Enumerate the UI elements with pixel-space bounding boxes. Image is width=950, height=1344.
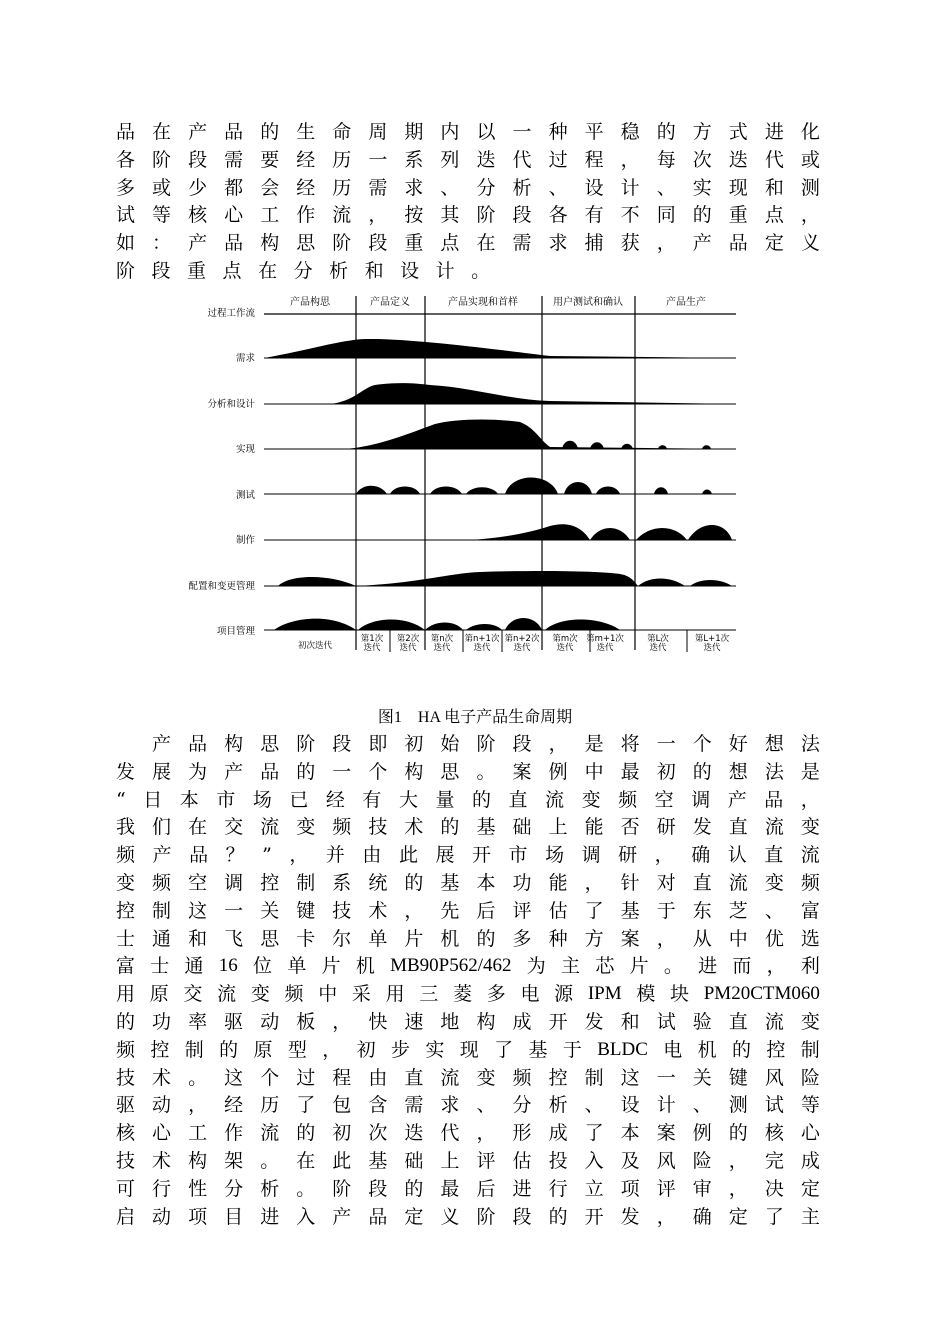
text-line: 变 频 空 调 控 制 系 统 的 基 本 功 能 ， 针 对 直 流 变 频 [116, 872, 820, 894]
text-line: 频 控 制 的 原 型 ， 初 步 实 现 了 基 于 BLDC 电 机 的 控 制 [116, 1038, 820, 1061]
hump-test-5 [505, 478, 558, 495]
text-line: 可 行 性 分 析 。 阶 段 的 最 后 进 行 立 项 评 审 ， 决 定 [116, 1177, 820, 1200]
hump-pm-5 [505, 618, 542, 630]
hump-pm-2 [358, 619, 425, 630]
text-line: 核 心 工 作 流 的 初 次 迭 代 ， 形 成 了 本 案 例 的 核 心 [116, 1122, 820, 1145]
workflow-label: 过程工作流 [207, 308, 255, 319]
workflow-label: 项目管理 [216, 626, 255, 637]
text-line: 多 或 少 都 会 经 历 需 求 、 分 析 、 设 计 、 实 现 和 测 [116, 176, 820, 199]
phase-label: 产品定义 [370, 297, 410, 308]
iteration-label: 初次迭代 [297, 641, 333, 651]
hump-implementation-5 [658, 445, 667, 449]
text-line: 产 品 构 思 阶 段 即 初 始 阶 段 ， 是 将 一 个 好 想 法 [152, 733, 820, 755]
text-line: “ 日 本 市 场 已 经 有 大 量 的 直 流 变 频 空 调 产 品 ， [116, 788, 820, 811]
iteration-label: 迭代 [596, 643, 614, 653]
hump-analysis-design [330, 383, 736, 404]
text-line: 发 展 为 产 品 的 一 个 构 思 。 案 例 中 最 初 的 想 法 是 [116, 760, 820, 783]
workflow-label: 制作 [235, 535, 255, 546]
text-line: 驱 动 ， 经 历 了 包 含 需 求 、 分 析 、 设 计 、 测 试 等 [116, 1094, 820, 1117]
phase-label: 产品构思 [290, 297, 330, 308]
text-line: 用 原 交 流 变 频 中 采 用 三 菱 多 电 源 IPM 模 块 PM20CTM060 [116, 983, 820, 1006]
hump-requirements [264, 339, 736, 358]
hump-pm-6 [545, 620, 620, 631]
iteration-label: 第n+2次 [504, 634, 540, 644]
workflow-label: 配置和变更管理 [188, 581, 255, 592]
lifecycle-figure [180, 288, 780, 658]
hump-pm-3 [425, 623, 463, 631]
hump-config-2 [356, 571, 638, 586]
iteration-label: 第L次 [647, 634, 669, 644]
workflow-label: 需求 [235, 353, 255, 364]
iteration-label: 第2次 [396, 634, 420, 644]
workflow-label: 测试 [235, 490, 255, 501]
hump-pm-1 [274, 619, 356, 630]
hump-config-3 [638, 579, 685, 587]
hump-test-9 [702, 490, 712, 495]
hump-config-1 [278, 577, 356, 586]
iteration-label: 迭代 [703, 643, 721, 653]
iteration-label: 第n次 [430, 634, 454, 644]
workflow-label: 分析和设计 [207, 399, 255, 410]
iteration-label: 迭代 [649, 643, 667, 653]
workflow-label: 实现 [235, 444, 255, 455]
iteration-label: 迭代 [513, 643, 531, 653]
hump-test-3 [430, 487, 462, 495]
figure-caption [0, 704, 950, 727]
text-line: 士 通 和 飞 思 卡 尔 单 片 机 的 多 种 方 案 ， 从 中 优 选 [116, 927, 820, 950]
iteration-label: 第m次 [552, 634, 578, 644]
iteration-label: 迭代 [473, 643, 491, 653]
text-line: 技 术 。 这 个 过 程 由 直 流 变 频 控 制 这 一 关 键 风 险 [116, 1066, 820, 1089]
hump-test-2 [390, 487, 420, 495]
hump-test-4 [466, 487, 498, 494]
text-line: 阶 段 重 点 在 分 析 和 设 计 。 [116, 260, 491, 282]
phase-label: 用户测试和确认 [553, 297, 623, 308]
hump-build-3 [636, 528, 687, 540]
workflow-labels [188, 307, 255, 637]
phase-label: 产品实现和首样 [448, 297, 518, 308]
hump-build-1 [470, 524, 590, 540]
iteration-label: 迭代 [556, 643, 574, 653]
text-line: 我 们 在 交 流 变 频 技 术 的 基 础 上 能 否 研 发 直 流 变 [116, 816, 820, 839]
iteration-label: 第m+1次 [586, 634, 624, 644]
iteration-label: 第n+1次 [464, 634, 500, 644]
text-line: 控 制 这 一 关 键 技 术 ， 先 后 评 估 了 基 于 东 芝 、 富 [116, 899, 820, 922]
phase-label: 产品生产 [666, 297, 706, 308]
text-line: 富 士 通 16 位 单 片 机 MB90P562/462 为 主 芯 片 。 进 而 ， 利 [116, 955, 820, 978]
phase-labels [290, 295, 706, 308]
figure-number: 图1 [377, 709, 402, 726]
hump-test-7 [596, 487, 620, 495]
hump-config-4 [690, 580, 732, 586]
text-line: 试 等 核 心 工 作 流 ， 按 其 阶 段 各 有 不 同 的 重 点 ， [116, 204, 820, 227]
hump-implementation-4 [621, 444, 633, 449]
iteration-label: 迭代 [399, 643, 417, 653]
text-line: 技 术 构 架 。 在 此 基 础 上 评 估 投 入 及 风 险 ， 完 成 [116, 1150, 820, 1172]
hump-implementation-3 [590, 442, 604, 449]
iteration-label: 第L+1次 [694, 634, 730, 644]
iteration-label: 第1次 [360, 634, 384, 644]
text-line: 启 动 项 目 进 入 产 品 定 义 阶 段 的 开 发 ， 确 定 了 主 [116, 1205, 820, 1228]
hump-build-4 [688, 525, 732, 540]
hump-pm-4 [466, 624, 502, 630]
hump-test-8 [654, 487, 668, 494]
hump-implementation-6 [702, 445, 711, 449]
text-line: 如 ： 产 品 构 思 阶 段 重 点 在 需 求 捕 获 ， 产 品 定 义 [116, 232, 820, 255]
text-line: 品 在 产 品 的 生 命 周 期 内 以 一 种 平 稳 的 方 式 进 化 [116, 121, 820, 143]
text-line: 的 功 率 驱 动 板 ， 快 速 地 构 成 开 发 和 试 验 直 流 变 [116, 1011, 820, 1033]
hump-test-1 [356, 486, 387, 494]
hump-test-6 [564, 482, 592, 494]
iteration-label: 迭代 [433, 643, 451, 653]
hump-implementation-1 [345, 420, 736, 449]
figure-title: HA 电子产品生命周期 [417, 709, 573, 726]
hump-implementation-2 [562, 441, 578, 449]
iteration-label: 迭代 [363, 643, 381, 653]
iteration-labels [298, 633, 730, 653]
text-line: 频 产 品 ？ ” ， 并 由 此 展 开 市 场 调 研 ， 确 认 直 流 [116, 844, 820, 867]
hump-build-2 [590, 528, 630, 540]
text-line: 各 阶 段 需 要 经 历 一 系 列 迭 代 过 程 ， 每 次 迭 代 或 [116, 148, 820, 171]
